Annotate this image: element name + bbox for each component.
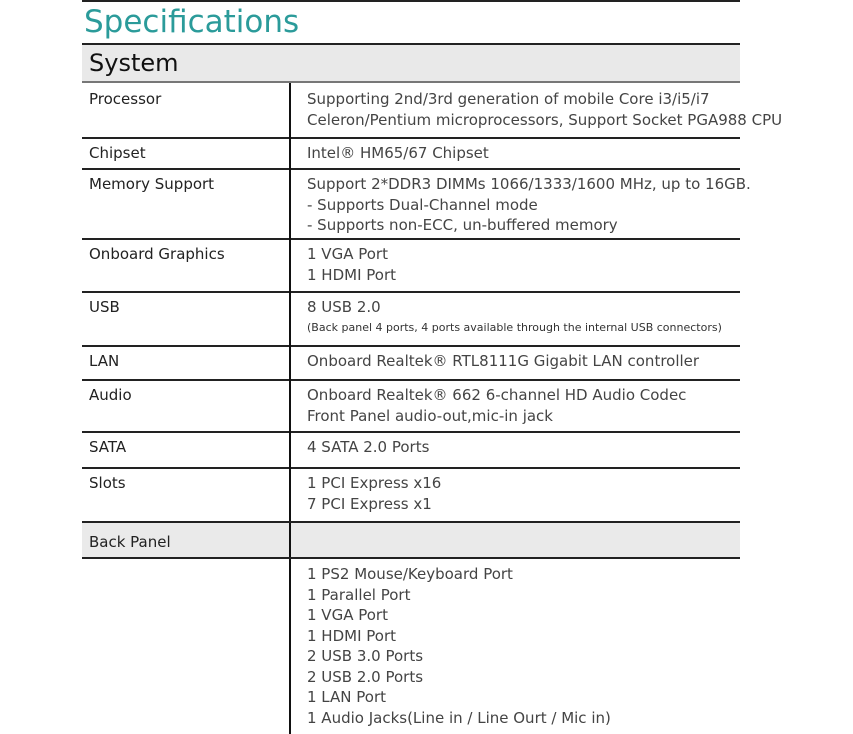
value-line: - Supports Dual-Channel mode xyxy=(307,195,538,214)
value-line: 1 Parallel Port xyxy=(307,585,411,604)
value-line: 1 HDMI Port xyxy=(307,265,397,284)
value-line: 2 USB 2.0 Ports xyxy=(307,667,424,686)
value-line: 8 USB 2.0 xyxy=(307,298,381,316)
section-title: System xyxy=(89,49,179,77)
row-label: Chipset xyxy=(89,144,146,162)
value-line: Onboard Realtek® RTL8111G Gigabit LAN controller xyxy=(307,352,700,370)
value-line: 1 VGA Port xyxy=(307,606,388,624)
row-divider xyxy=(82,521,740,523)
value-note: (Back panel 4 ports, 4 ports available through the internal USB connectors) xyxy=(307,320,722,334)
row-label: Back Panel xyxy=(89,533,171,551)
value-line: 4 SATA 2.0 Ports xyxy=(307,438,430,456)
row-divider xyxy=(82,557,740,559)
value-line: 1 LAN Port xyxy=(307,688,386,706)
row-value xyxy=(307,473,827,514)
row-value xyxy=(307,297,827,338)
row-label: Audio xyxy=(89,386,132,404)
back-panel-row xyxy=(82,524,740,558)
row-label: Onboard Graphics xyxy=(89,245,225,263)
table-row xyxy=(82,468,740,521)
row-label: SATA xyxy=(89,438,127,456)
table-row xyxy=(82,239,740,291)
table-row xyxy=(82,138,740,168)
value-line: Front Panel audio-out,mic-in jack xyxy=(307,406,553,425)
value-line: Celeron/Pentium microprocessors, Support Socket PGA988 CPU xyxy=(307,110,783,129)
value-line: 7 PCI Express x1 xyxy=(307,494,432,513)
value-line: Supporting 2nd/3rd generation of mobile Core i3/i5/i7 xyxy=(307,90,710,108)
row-value xyxy=(307,385,827,426)
value-line: Intel® HM65/67 Chipset xyxy=(307,144,489,162)
row-label: Slots xyxy=(89,474,126,492)
row-value xyxy=(307,143,827,164)
back-panel-values xyxy=(82,558,740,734)
value-line: 1 Audio Jacks(Line in / Line Ourt / Mic in) xyxy=(307,708,611,727)
row-label: Processor xyxy=(89,90,162,108)
table-row xyxy=(82,169,751,238)
row-label: LAN xyxy=(89,352,120,370)
row-value xyxy=(307,437,827,458)
value-line: 1 VGA Port xyxy=(307,245,388,263)
value-line: 1 PS2 Mouse/Keyboard Port xyxy=(307,565,513,583)
value-line: Support 2*DDR3 DIMMs 1066/1333/1600 MHz, up to 16GB. xyxy=(307,175,751,193)
table-row xyxy=(82,346,740,379)
row-value xyxy=(307,244,827,285)
table-row xyxy=(82,380,740,431)
value-line: 2 USB 3.0 Ports xyxy=(307,647,424,665)
section-header xyxy=(82,45,740,83)
row-value xyxy=(307,351,827,372)
value-line: Onboard Realtek® 662 6-channel HD Audio Codec xyxy=(307,386,687,404)
row-value xyxy=(307,174,827,236)
table-row xyxy=(82,432,740,467)
row-value xyxy=(307,89,827,130)
table-row xyxy=(82,292,740,345)
row-value xyxy=(307,564,827,728)
row-label: USB xyxy=(89,298,120,316)
value-line: - Supports non-ECC, un-buffered memory xyxy=(307,216,618,234)
value-line: 1 HDMI Port xyxy=(307,626,397,645)
row-label: Memory Support xyxy=(89,175,215,193)
page-title: Specifications xyxy=(84,4,300,40)
table-row xyxy=(82,84,783,137)
value-line: 1 PCI Express x16 xyxy=(307,474,442,492)
